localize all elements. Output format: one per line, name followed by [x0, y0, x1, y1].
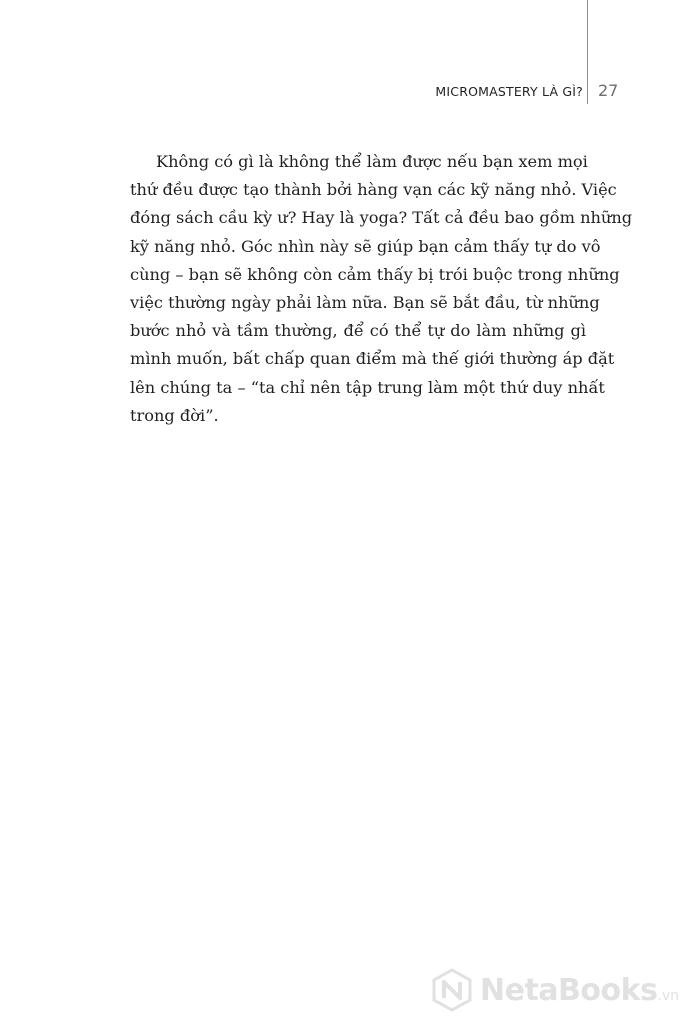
text-line: lên chúng ta – “ta chỉ nên tập trung làm một thứ duy nhất — [130, 377, 605, 397]
netabooks-logo-icon — [430, 968, 474, 1012]
text-line: đóng sách cầu kỳ ư? Hay là yoga? Tất cả đều bao gồm những — [130, 208, 633, 228]
text-line: Không có gì là không thể làm được nếu bạn xem mọi — [156, 152, 588, 171]
text-line: kỹ năng nhỏ. Góc nhìn này sẽ giúp bạn cảm thấy tự do vô — [130, 236, 601, 256]
watermark-text — [480, 973, 679, 1008]
netabooks-watermark — [430, 966, 679, 1014]
watermark-name: NetaBooks — [480, 972, 658, 1008]
text-line: trong đời”. — [130, 405, 219, 425]
body-paragraph — [130, 148, 633, 430]
chapter-title: MICROMASTERY LÀ GÌ? — [435, 84, 583, 99]
text-line: thứ đều được tạo thành bởi hàng vạn các kỹ năng nhỏ. Việc — [130, 180, 617, 200]
page-number: 27 — [598, 81, 619, 100]
text-line: cùng – bạn sẽ không còn cảm thấy bị trói buộc trong những — [130, 264, 620, 284]
text-line: bước nhỏ và tầm thường, để có thể tự do làm những gì — [130, 321, 586, 341]
text-line: mình muốn, bất chấp quan điểm mà thế giới thường áp đặt — [130, 349, 615, 369]
text-line: việc thường ngày phải làm nữa. Bạn sẽ bắt đầu, từ những — [130, 292, 600, 312]
watermark-tld: .vn — [657, 987, 680, 1004]
header-divider — [587, 0, 588, 104]
